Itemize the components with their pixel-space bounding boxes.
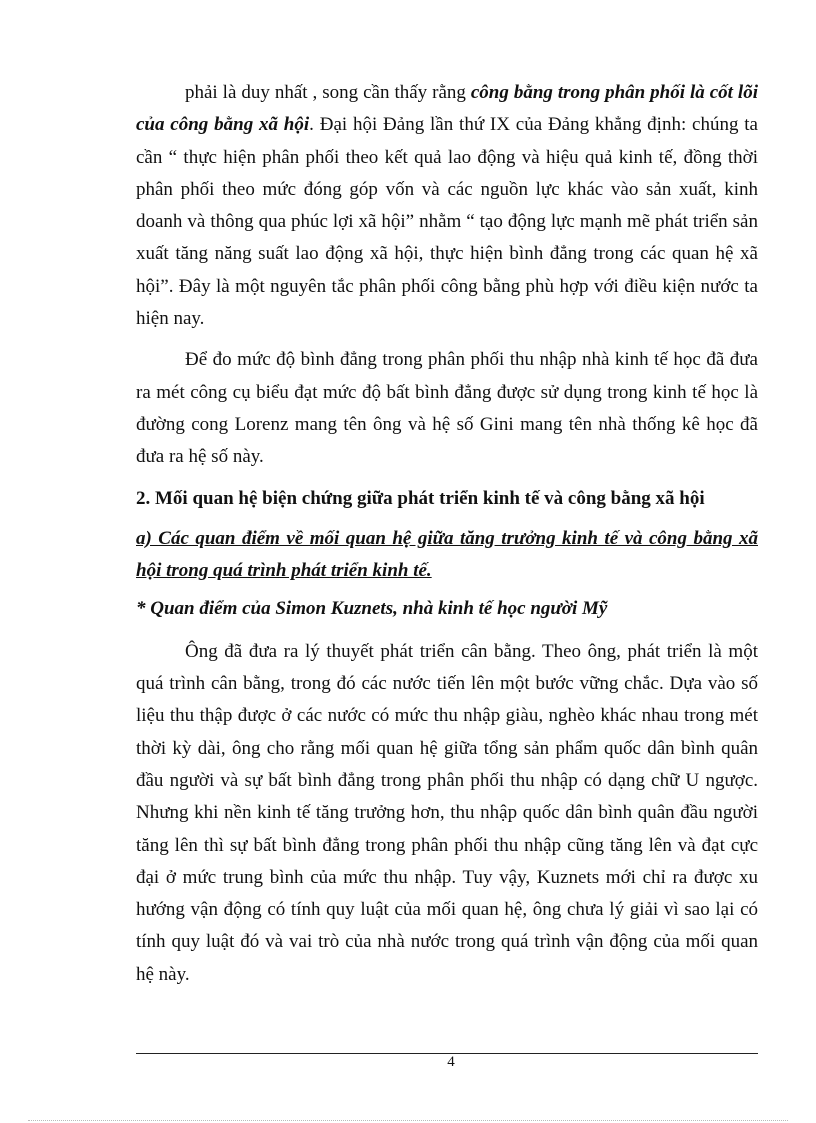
paragraph-1: phải là duy nhất , song cần thấy rằng công bằng trong phân phối là cốt lõi của công bằng xã hội. Đại hội Đảng lần thứ IX của Đảng khẳng định: chúng ta cần “ thực hiện phân phối theo kết quả lao động và hiệu quả kinh tế, đồng thời phân phối theo mức đóng góp vốn và các nguồn lực khác vào sản xuất, kinh doanh và thông qua phúc lợi xã hội” nhằm “ tạo động lực mạnh mẽ phát triển sản xuất tăng năng suất lao động xã hội, thực hiện bình đẳng trong các quan hệ xã hội”. Đây là một nguyên tắc phân phối công bằng phù hợp với điều kiện nước ta hiện nay. (136, 82, 758, 330)
subsection-heading: a) Các quan điểm về mối quan hệ giữa tăng trưởng kinh tế và công bằng xã hội trong quá trình phát triển kinh tế. (136, 527, 758, 582)
section-heading: 2. Mối quan hệ biện chứng giữa phát triển kinh tế và công bằng xã hội (136, 487, 705, 509)
body-text (136, 77, 758, 1000)
page-bottom-border (28, 1120, 788, 1121)
paragraph-2: Để đo mức độ bình đẳng trong phân phối thu nhập nhà kinh tế học đã đưa ra mét công cụ biểu đạt mức độ bất bình đẳng được sử dụng trong kinh tế học là đường cong Lorenz mang tên ông và hệ số Gini mang tên nhà thống kê học đã đưa ra hệ số này. (136, 349, 758, 468)
paragraph-3: Ông đã đưa ra lý thuyết phát triển cân bằng. Theo ông, phát triển là một quá trình cân bằng, trong đó các nước tiến lên một bước vững chắc. Dựa vào số liệu thu thập được ở các nước có mức thu nhập giàu, nghèo khác nhau trong mét thời kỳ dài, ông cho rằng mối quan hệ giữa tổng sản phẩm quốc dân bình quân đầu người và sự bất bình đẳng trong phân phối thu nhập có dạng chữ U ngược. Nhưng khi nền kinh tế tăng trưởng hơn, thu nhập quốc dân bình quân đầu người tăng lên thì sự bất bình đẳng trong phân phối thu nhập cũng tăng lên và đạt cực đại ở mức trung bình của mức thu nhập. Tuy vậy, Kuznets mới chỉ ra được xu hướng vận động có tính quy luật của mối quan hệ, ông chưa lý giải vì sao lại có tính quy luật đó và vai trò của nhà nước trong quá trình vận động của mối quan hệ này. (136, 640, 758, 985)
page-number: 4 (447, 1054, 455, 1070)
emphasis-text: công bằng trong phân phối là cốt lõi của công bằng xã hội (136, 82, 758, 136)
viewpoint-heading: * Quan điểm của Simon Kuznets, nhà kinh tế học người Mỹ (136, 598, 608, 620)
